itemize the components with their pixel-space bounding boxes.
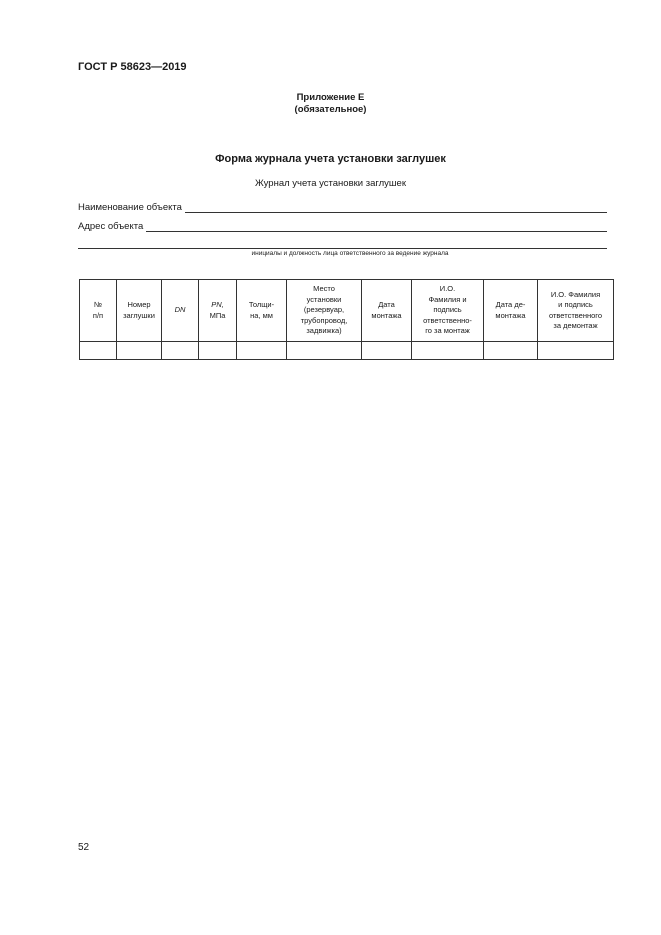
table-cell[interactable]	[117, 342, 162, 360]
column-header-line: PN,	[211, 300, 224, 309]
journal-table	[79, 279, 614, 360]
table-cell[interactable]	[412, 342, 484, 360]
table-cell[interactable]	[237, 342, 287, 360]
responsible-person-field	[78, 238, 607, 249]
column-header-line: п/п	[92, 310, 104, 320]
appendix-title: Приложение Е	[296, 92, 365, 103]
column-header-line: установки	[306, 294, 342, 304]
column-header-line: за демонтаж	[553, 321, 598, 330]
column-header-line: задвижка)	[306, 326, 342, 336]
column-header	[538, 280, 614, 342]
table-cell[interactable]	[484, 342, 538, 360]
column-header	[484, 280, 538, 342]
column-header-line: монтажа	[371, 310, 402, 320]
column-header-line: DN	[174, 305, 186, 315]
column-header-line: Фамилия и	[428, 294, 467, 304]
column-header-line: Номер	[127, 300, 151, 309]
table-cell[interactable]	[162, 342, 199, 360]
document-code: ГОСТ Р 58623—2019	[78, 61, 187, 73]
object-address-field	[78, 221, 607, 232]
column-header-line: №	[93, 300, 103, 309]
column-header	[199, 280, 237, 342]
table-cell[interactable]	[362, 342, 412, 360]
appendix-status: (обязательное)	[294, 104, 367, 115]
object-address-label: Адрес объекта	[78, 221, 144, 232]
object-name-field	[78, 202, 607, 213]
column-header	[117, 280, 162, 342]
column-header-line: трубопровод,	[300, 315, 348, 325]
column-header	[362, 280, 412, 342]
table-cell[interactable]	[287, 342, 362, 360]
table-header-row	[80, 280, 614, 342]
journal-title: Журнал учета установки заглушек	[255, 178, 406, 189]
table-cell[interactable]	[199, 342, 237, 360]
table-row	[80, 342, 614, 360]
column-header	[287, 280, 362, 342]
column-header-line: монтажа	[495, 310, 526, 320]
object-address-line[interactable]	[146, 221, 607, 232]
column-header	[412, 280, 484, 342]
column-header-line: на, мм	[250, 310, 273, 320]
column-header-line: Толщи-	[248, 300, 275, 309]
form-title: Форма журнала учета установки заглушек	[215, 153, 446, 165]
column-header-line: ответственно-	[423, 315, 472, 325]
object-name-label: Наименование объекта	[78, 202, 182, 213]
table-cell[interactable]	[538, 342, 614, 360]
object-name-line[interactable]	[185, 202, 607, 213]
column-header-line: заглушки	[123, 310, 155, 320]
column-header-line: И.О.	[439, 284, 456, 294]
column-header-line: и подпись	[558, 300, 593, 309]
column-header-line: МПа	[209, 310, 226, 320]
column-header-line: го за монтаж	[425, 326, 470, 336]
responsible-person-caption: инициалы и должность лица ответственного за ведение журнала	[251, 250, 449, 257]
responsible-person-line[interactable]	[78, 238, 607, 249]
column-header-line: Дата	[378, 300, 395, 309]
appendix-heading	[0, 92, 661, 116]
column-header	[80, 280, 117, 342]
table-cell[interactable]	[80, 342, 117, 360]
column-header	[237, 280, 287, 342]
column-header-line: подпись	[433, 305, 462, 315]
column-header-line: ответственного	[548, 310, 603, 320]
page-number: 52	[78, 842, 90, 853]
column-header-line: (резервуар,	[303, 305, 345, 315]
column-header-line: Дата де-	[495, 300, 526, 309]
column-header-line: Место	[313, 284, 335, 294]
column-header	[162, 280, 199, 342]
column-header-line: И.О. Фамилия	[550, 289, 601, 299]
